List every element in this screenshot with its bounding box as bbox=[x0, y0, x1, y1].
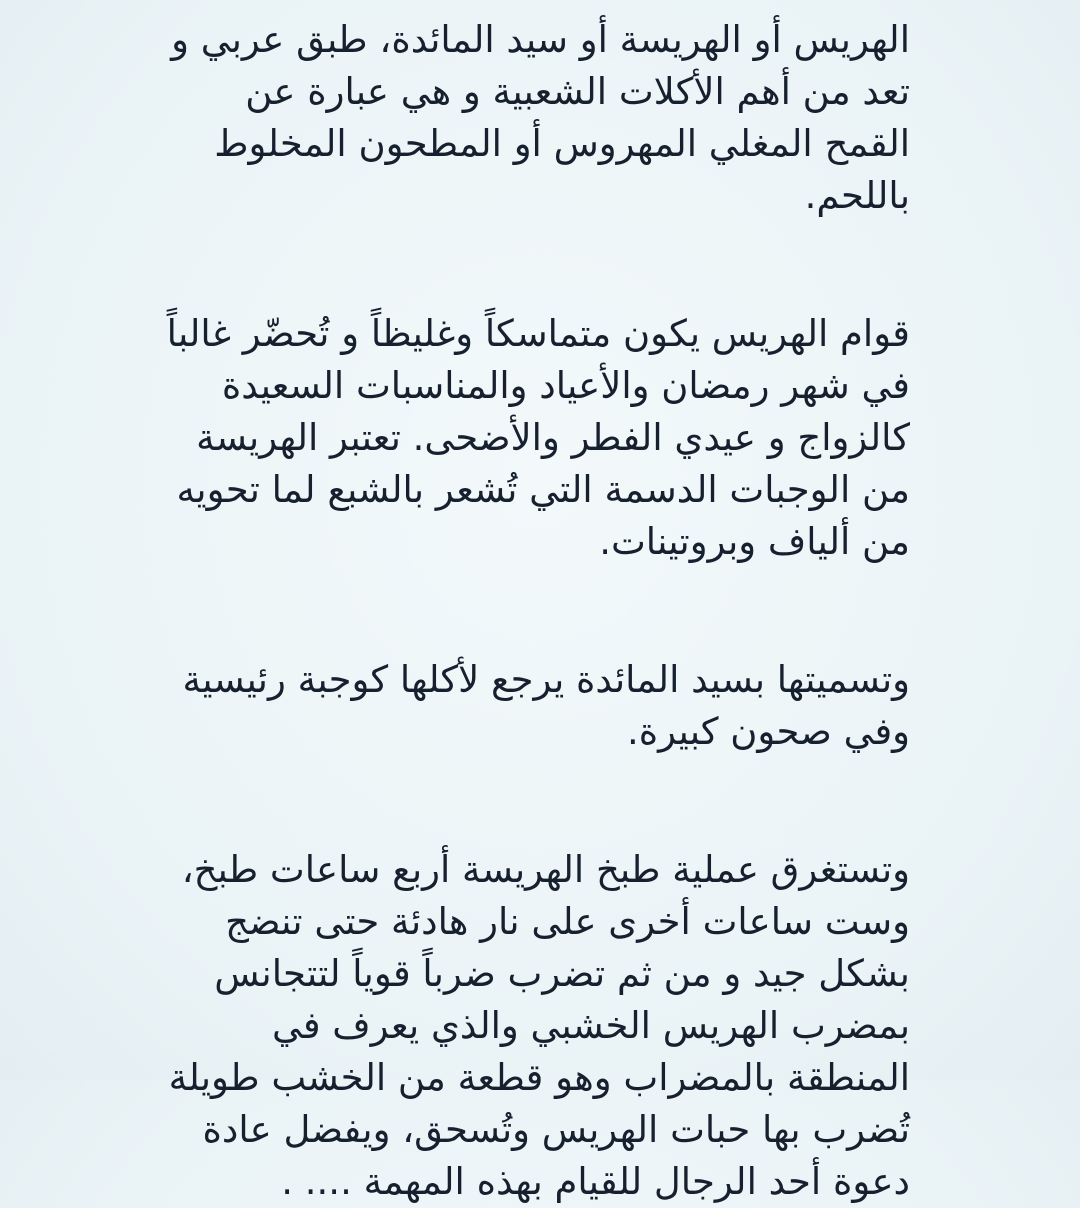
paragraph-naming bbox=[140, 654, 910, 758]
text-line: تعد من أهم الأكلات الشعبية و هي عبارة عن bbox=[245, 70, 910, 113]
article-text bbox=[140, 14, 910, 1208]
text-line: وست ساعات أخرى على نار هادئة حتى تنضج bbox=[225, 900, 910, 943]
text-line: الهريس أو الهريسة أو سيد المائدة، طبق عربي و bbox=[171, 18, 910, 61]
text-line: بشكل جيد و من ثم تضرب ضرباً قوياً لتتجانس bbox=[214, 952, 910, 995]
text-line: المنطقة بالمضراب وهو قطعة من الخشب طويلة bbox=[168, 1056, 910, 1099]
text-line: وتستغرق عملية طبخ الهريسة أربع ساعات طبخ، bbox=[181, 848, 910, 891]
text-line: بمضرب الهريس الخشبي والذي يعرف في bbox=[271, 1004, 910, 1047]
paragraph-cooking bbox=[140, 844, 910, 1208]
paragraph-spacer bbox=[140, 568, 910, 654]
paragraph-spacer bbox=[140, 222, 910, 308]
text-line: قوام الهريس يكون متماسكاً وغليظاً و تُحضّر غالباً bbox=[166, 312, 910, 355]
text-line: وفي صحون كبيرة. bbox=[626, 710, 910, 753]
text-line: القمح المغلي المهروس أو المطحون المخلوط bbox=[214, 122, 910, 165]
paragraph-texture bbox=[140, 308, 910, 568]
text-line: من الوجبات الدسمة التي تُشعر بالشبع لما تحويه bbox=[176, 468, 910, 511]
text-line: وتسميتها بسيد المائدة يرجع لأكلها كوجبة رئيسية bbox=[182, 658, 910, 701]
text-line: باللحم. bbox=[804, 174, 910, 217]
text-line: تُضرب بها حبات الهريس وتُسحق، ويفضل عادة bbox=[202, 1108, 910, 1151]
paragraph-intro bbox=[140, 14, 910, 222]
text-line: كالزواج و عيدي الفطر والأضحى. تعتبر الهريسة bbox=[196, 416, 910, 459]
text-line: دعوة أحد الرجال للقيام بهذه المهمة .... . bbox=[281, 1160, 910, 1203]
paragraph-spacer bbox=[140, 758, 910, 844]
text-line: من ألياف وبروتينات. bbox=[599, 520, 910, 563]
text-line: في شهر رمضان والأعياد والمناسبات السعيدة bbox=[221, 364, 910, 407]
